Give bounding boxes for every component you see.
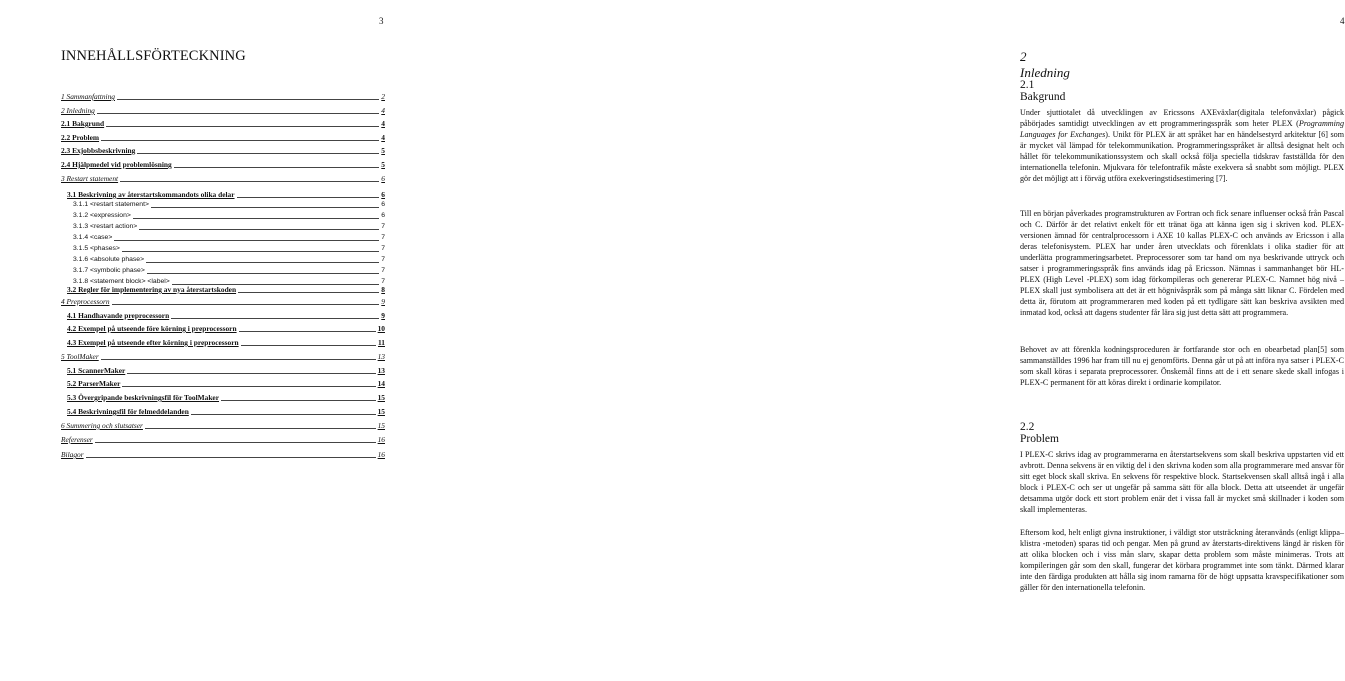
toc-entry-page: 13 bbox=[377, 366, 385, 375]
toc-entry-label: 4.3 Exempel på utseende efter körning i preprocessorn bbox=[67, 338, 239, 347]
toc-entry-page: 14 bbox=[377, 379, 385, 388]
toc-entry-page: 4 bbox=[381, 106, 385, 115]
toc-leader-line bbox=[117, 99, 379, 100]
toc-leader-line bbox=[97, 113, 379, 114]
toc-entry-label: 3 Restart statement bbox=[61, 174, 119, 183]
paragraph-bakgrund-2: Till en början påverkades programstrukturen av Fortran och fick senare influenser också från Pascal och C. Därför är det relativt enkelt för ett tränat öga att känna igen sig i skriven kod. PLEX-versionen ämnad för centralprocessorn i AXE 10 kallas PLEX-C och används av Ericsson i alla deras telefonisystem. PLEX har under åren utvecklats och förenklats i olika stadier för att underlätta programmeringsarbetet. Preprocessorer som tar hand om nya beskrivande uttryck och satser i programmeringsspråk fins används idag på Ericsson. Nämnas i sammanhanget bör HL-PLEX (High Level -PLEX) som idag förkompileras och genererar PLEX-C. Namnet hög nivå –PLEX skall just symbolisera att det är ett högnivåspråk som på många sätt liknar C. Fördelen med detta är, förutom att programmeraren med koden på ett tydligare sätt kan beskriva avsikten med inmatad kod, också att dagens studenter får lära sig just detta sätt att programmera. bbox=[1020, 209, 1344, 318]
toc-entry[interactable] bbox=[61, 90, 385, 101]
toc-entry[interactable] bbox=[61, 350, 385, 361]
toc-entry-page: 7 bbox=[381, 256, 385, 263]
toc-leader-line bbox=[133, 218, 379, 219]
toc-leader-line bbox=[146, 262, 379, 263]
toc-leader-line bbox=[112, 304, 380, 305]
toc-entry[interactable] bbox=[61, 117, 385, 128]
toc-leader-line bbox=[127, 373, 375, 374]
toc-entry-page: 9 bbox=[381, 297, 385, 306]
toc-entry-label: 5.4 Beskrivningsfil för felmeddelanden bbox=[67, 407, 189, 416]
toc-entry-label: 3.1.1 <restart statement> bbox=[73, 201, 149, 208]
toc-entry-page: 7 bbox=[381, 245, 385, 252]
toc-entry-label: 5.2 ParserMaker bbox=[67, 379, 121, 388]
toc-entry[interactable] bbox=[61, 448, 385, 459]
toc-entry-label: 4.1 Handhavande preprocessorn bbox=[67, 311, 170, 320]
toc-entry-label: 4 Preprocessorn bbox=[61, 297, 110, 306]
toc-entry-page: 7 bbox=[381, 234, 385, 241]
toc-entry[interactable] bbox=[61, 104, 385, 115]
chapter-title: 2 Inledning bbox=[1020, 49, 1070, 80]
toc-entry-label: 3.1.6 <absolute phase> bbox=[73, 256, 145, 263]
toc-leader-line bbox=[95, 442, 376, 443]
toc-entry-label: 3.1.5 <phases> bbox=[73, 245, 120, 252]
toc-entry[interactable] bbox=[67, 336, 385, 347]
toc-leader-line bbox=[239, 331, 376, 332]
paragraph-bakgrund-3: Behovet av att förenkla kodningsproceduren är fortfarande stor och en obearbetad plan[5] som sammanställdes 1996 har fram till nu ej genomförts. Denna går ut på att införa nya satser i PLEX-C som skall köras i separata preprocessorer. Önskemål finns att de i ett senare skede skall infogas i PLEX-C permanent för att köras direkt i ordinarie kompilator. bbox=[1020, 345, 1344, 388]
toc-entry-label: 6 Summering och slutsatser bbox=[61, 421, 143, 430]
toc-entry-page: 7 bbox=[381, 278, 385, 285]
paragraph-bakgrund-1 bbox=[1020, 107, 1344, 184]
toc-entry-page: 15 bbox=[377, 407, 385, 416]
toc-entry-label: 2.2 Problem bbox=[61, 133, 100, 142]
toc-entry-label: 2.3 Exjobbsbeskrivning bbox=[61, 146, 136, 155]
toc-entry[interactable] bbox=[73, 198, 385, 209]
toc-leader-line bbox=[122, 386, 375, 387]
toc-entry-page: 10 bbox=[377, 324, 385, 333]
toc-entry-page: 6 bbox=[381, 190, 385, 199]
toc-entry[interactable] bbox=[73, 231, 385, 242]
toc-entry[interactable] bbox=[61, 158, 385, 169]
toc-entry-page: 13 bbox=[377, 352, 385, 361]
page-number-left: 3 bbox=[379, 16, 384, 26]
toc-entry[interactable] bbox=[73, 220, 385, 231]
toc-leader-line bbox=[114, 240, 379, 241]
toc-entry-label: 3.1.2 <expression> bbox=[73, 212, 131, 219]
section-title-bakgrund: 2.1 Bakgrund bbox=[1020, 79, 1066, 103]
toc-entry[interactable] bbox=[73, 242, 385, 253]
toc-entry-label: 3.1.3 <restart action> bbox=[73, 223, 138, 230]
toc-entry[interactable] bbox=[61, 433, 385, 444]
toc-entry-label: 4.2 Exempel på utseende före körning i preprocessorn bbox=[67, 324, 237, 333]
toc-entry-page: 7 bbox=[381, 223, 385, 230]
toc-entry[interactable] bbox=[67, 322, 385, 333]
toc-leader-line bbox=[171, 318, 379, 319]
toc-entry-label: 5 ToolMaker bbox=[61, 352, 99, 361]
toc-entry[interactable] bbox=[73, 253, 385, 264]
toc-entry-page: 11 bbox=[378, 338, 385, 347]
toc-entry[interactable] bbox=[61, 172, 385, 183]
toc-leader-line bbox=[145, 428, 376, 429]
toc-entry-page: 16 bbox=[377, 450, 385, 459]
paragraph-problem-1: I PLEX-C skrivs idag av programmerarna en återstartsekvens som skall beskriva uppstarten vid ett avbrott. Denna sekvens är en viktig del i den skrivna koden som alla programmerare med ansvar för sitt eget block skall skriva. En sekvens för respektive block. Startsekvensen skall alltså ingå i alla block i PLEX-C och ser ut ungefär på samma sätt för alla block. Detta att utseendet är ungefär detsamma utgör dock ett stort problem enär det i vissa fall är mycket små skillnader i koden som skall implementeras. bbox=[1020, 450, 1344, 515]
page-number-right: 4 bbox=[1340, 16, 1345, 26]
toc-leader-line bbox=[221, 400, 376, 401]
toc-entry-page: 9 bbox=[381, 311, 385, 320]
toc-entry-label: Bilagor bbox=[61, 450, 84, 459]
toc-entry-label: 2.4 Hjälpmedel vid problemlösning bbox=[61, 160, 172, 169]
paragraph-bakgrund-1-part-b: ). Unikt för PLEX är att språket har en händelsestyrd arkitektur [6] som är mycket väl lämpad för telekommunikation. Programmeringsspråket är alltså designat helt och hållet för telekommunikationssystem och skall också följa speciella tidskrav fastställda för den internationella telefonin. Mjukvara för telefontrafik måste exekvera så snabbt som möjligt. PLEX gör det möjligt att i förväg utföra exekveringstidsestimering [7]. bbox=[1020, 130, 1344, 184]
toc-leader-line bbox=[120, 181, 379, 182]
toc-entry-label: Referenser bbox=[61, 435, 93, 444]
toc-leader-line bbox=[86, 457, 376, 458]
paragraph-bakgrund-1-part-a: Under sjuttiotalet då utvecklingen av Ericssons AXEväxlar(digitala telefonväxlar) pågick påbörjades samtidigt utvecklingen av ett programmeringsspråk som heter PLEX ( bbox=[1020, 108, 1344, 129]
toc-entry[interactable] bbox=[67, 377, 385, 388]
toc-entry[interactable] bbox=[73, 209, 385, 220]
toc-title: INNEHÅLLSFÖRTECKNING bbox=[61, 48, 246, 64]
toc-entry[interactable] bbox=[73, 264, 385, 275]
toc-entry-label: 3.1.8 <statement block> <label> bbox=[73, 278, 170, 285]
toc-entry[interactable] bbox=[67, 309, 385, 320]
toc-leader-line bbox=[101, 140, 379, 141]
toc-entry[interactable] bbox=[61, 295, 385, 306]
toc-entry-page: 2 bbox=[381, 92, 385, 101]
toc-entry[interactable] bbox=[61, 144, 385, 155]
toc-entry-page: 6 bbox=[381, 174, 385, 183]
toc-entry[interactable] bbox=[67, 364, 385, 375]
toc-leader-line bbox=[191, 414, 376, 415]
toc-entry-page: 15 bbox=[377, 421, 385, 430]
toc-leader-line bbox=[241, 345, 376, 346]
section-title-problem: 2.2 Problem bbox=[1020, 421, 1059, 445]
toc-entry-page: 6 bbox=[381, 212, 385, 219]
toc-entry[interactable] bbox=[67, 405, 385, 416]
toc-leader-line bbox=[174, 167, 380, 168]
toc-entry-label: 2.1 Bakgrund bbox=[61, 119, 105, 128]
toc-entry-label: 2 Inledning bbox=[61, 106, 95, 115]
toc-entry[interactable] bbox=[61, 419, 385, 430]
toc-leader-line bbox=[238, 292, 379, 293]
toc-entry-label: 1 Sammanfattning bbox=[61, 92, 115, 101]
toc-entry-page: 7 bbox=[381, 267, 385, 274]
toc-entry-page: 5 bbox=[381, 160, 385, 169]
toc-entry-label: 5.1 ScannerMaker bbox=[67, 366, 126, 375]
right-page bbox=[480, 0, 1345, 681]
toc-entry-label: 3.1 Beskrivning av återstartskommandots olika delar bbox=[67, 190, 235, 199]
toc-leader-line bbox=[151, 207, 379, 208]
toc-entry-label: 3.1.7 <symbolic phase> bbox=[73, 267, 145, 274]
plex-expansion: Programming Languages for Exchanges bbox=[1020, 119, 1344, 140]
toc-entry-page: 16 bbox=[377, 435, 385, 444]
toc-entry[interactable] bbox=[67, 283, 385, 294]
toc-entry[interactable] bbox=[67, 391, 385, 402]
toc-leader-line bbox=[137, 153, 379, 154]
left-page bbox=[0, 0, 480, 681]
toc-leader-line bbox=[147, 273, 379, 274]
toc-entry-page: 4 bbox=[381, 119, 385, 128]
toc-entry-page: 4 bbox=[381, 133, 385, 142]
toc-entry-label: 3.1.4 <case> bbox=[73, 234, 113, 241]
toc-entry-label: 3.2 Regler för implementering av nya återstartskoden bbox=[67, 285, 237, 294]
toc-entry[interactable] bbox=[61, 131, 385, 142]
toc-leader-line bbox=[106, 126, 379, 127]
toc-leader-line bbox=[122, 251, 379, 252]
paragraph-problem-2: Eftersom kod, helt enligt givna instruktioner, i väldigt stor utsträckning återanvänds (enligt klippa–klistra -metoden) sparas tid och pengar. Men på grund av återstarts-direktivens längd är risken för att olika blocken och i viss mån slarv, skapar detta problem som måste minimeras. Trots att kompileringen går som den skall, fungerar det körbara programmet inte som tänkt. Därmed klarar inte den färdiga produkten att hålla sig inom ramarna för de högt uppsatta kravspecifikationer som gäller för den internationella telefonin. bbox=[1020, 528, 1344, 593]
toc-entry-page: 5 bbox=[381, 146, 385, 155]
toc-entry-label: 5.3 Övergripande beskrivningsfil för ToolMaker bbox=[67, 393, 219, 402]
toc-entry-page: 8 bbox=[381, 285, 385, 294]
toc-entry-page: 6 bbox=[381, 201, 385, 208]
toc-leader-line bbox=[101, 359, 376, 360]
toc-leader-line bbox=[139, 229, 379, 230]
toc-entry-page: 15 bbox=[377, 393, 385, 402]
